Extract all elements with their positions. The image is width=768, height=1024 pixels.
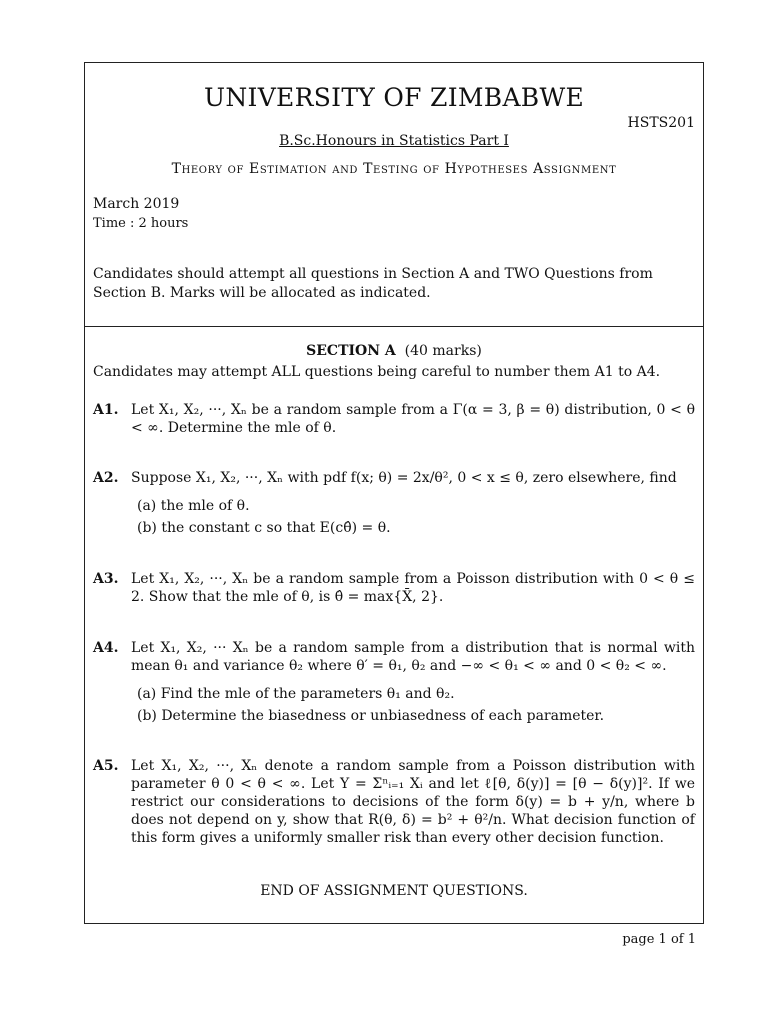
question-number: A3. [93,571,119,587]
exam-date: March 2019 [93,196,180,212]
exam-instructions: Candidates should attempt all questions in Section A and TWO Questions from Section B. Marks will be allocated as indicated. [93,266,653,301]
university-name: UNIVERSITY OF ZIMBABWE [203,83,585,112]
programme-name: B.Sc.Honours in Statistics Part I [279,133,509,149]
question-number: A5. [93,758,119,774]
question-a1 [93,401,695,437]
question-number: A1. [93,402,119,418]
exam-time: Time : 2 hours [93,216,189,231]
question-number: A2. [93,470,119,486]
section-note: Candidates may attempt ALL questions being careful to number them A1 to A4. [93,364,661,380]
question-text: Let X₁, X₂, ···, Xₙ be a random sample from a Γ(α = 3, β = θ) distribution, 0 < θ < ∞. Determine the mle of θ. [131,402,695,436]
exam-header [85,63,703,327]
section-title: SECTION A [306,343,396,359]
section-heading [93,343,695,359]
question-number: A4. [93,640,119,656]
section-marks: (40 marks) [404,343,482,359]
question-part: (a) Find the mle of the parameters θ₁ and θ₂. [137,686,455,702]
question-part: (b) the constant c so that E(cθ̂) = θ. [137,520,391,536]
exam-frame [84,62,704,924]
question-a2 [93,469,695,537]
question-text: Let X₁, X₂, ···, Xₙ be a random sample from a Poisson distribution with 0 < θ ≤ 2. Show that the mle of θ, is θ̂ = max{X̄, 2}. [131,571,695,605]
course-title: Theory of Estimation and Testing of Hypotheses Assignment [171,161,617,177]
course-code: HSTS201 [627,115,695,131]
page-number: page 1 of 1 [622,932,696,947]
question-a3 [93,570,695,606]
question-text: Let X₁, X₂, ··· Xₙ be a random sample from a distribution that is normal with mean θ₁ and variance θ₂ where θ′ = θ₁, θ₂ and −∞ < θ₁ < ∞ and 0 < θ₂ < ∞. [131,640,695,674]
question-a5 [93,757,695,847]
question-a4 [93,639,695,725]
question-part: (a) the mle of θ. [137,498,250,514]
question-part: (b) Determine the biasedness or unbiasedness of each parameter. [137,708,605,724]
section-a [93,343,695,846]
question-text: Suppose X₁, X₂, ···, Xₙ with pdf f(x; θ) = 2x/θ², 0 < x ≤ θ, zero elsewhere, find [131,470,677,486]
question-text: Let X₁, X₂, ···, Xₙ denote a random sample from a Poisson distribution with parameter θ 0 < θ < ∞. Let Y = Σⁿᵢ₌₁ Xᵢ and let ℓ[θ, δ(y)] = [θ − δ(y)]². If we restrict our considerations to decisions of the form δ(y) = b + y/n, where b does not depend on y, show that R(θ, δ) = b² + θ²/n. What decision function of this form gives a uniformly smaller risk than every other decision function. [131,758,695,846]
end-of-questions: END OF ASSIGNMENT QUESTIONS. [260,883,528,899]
